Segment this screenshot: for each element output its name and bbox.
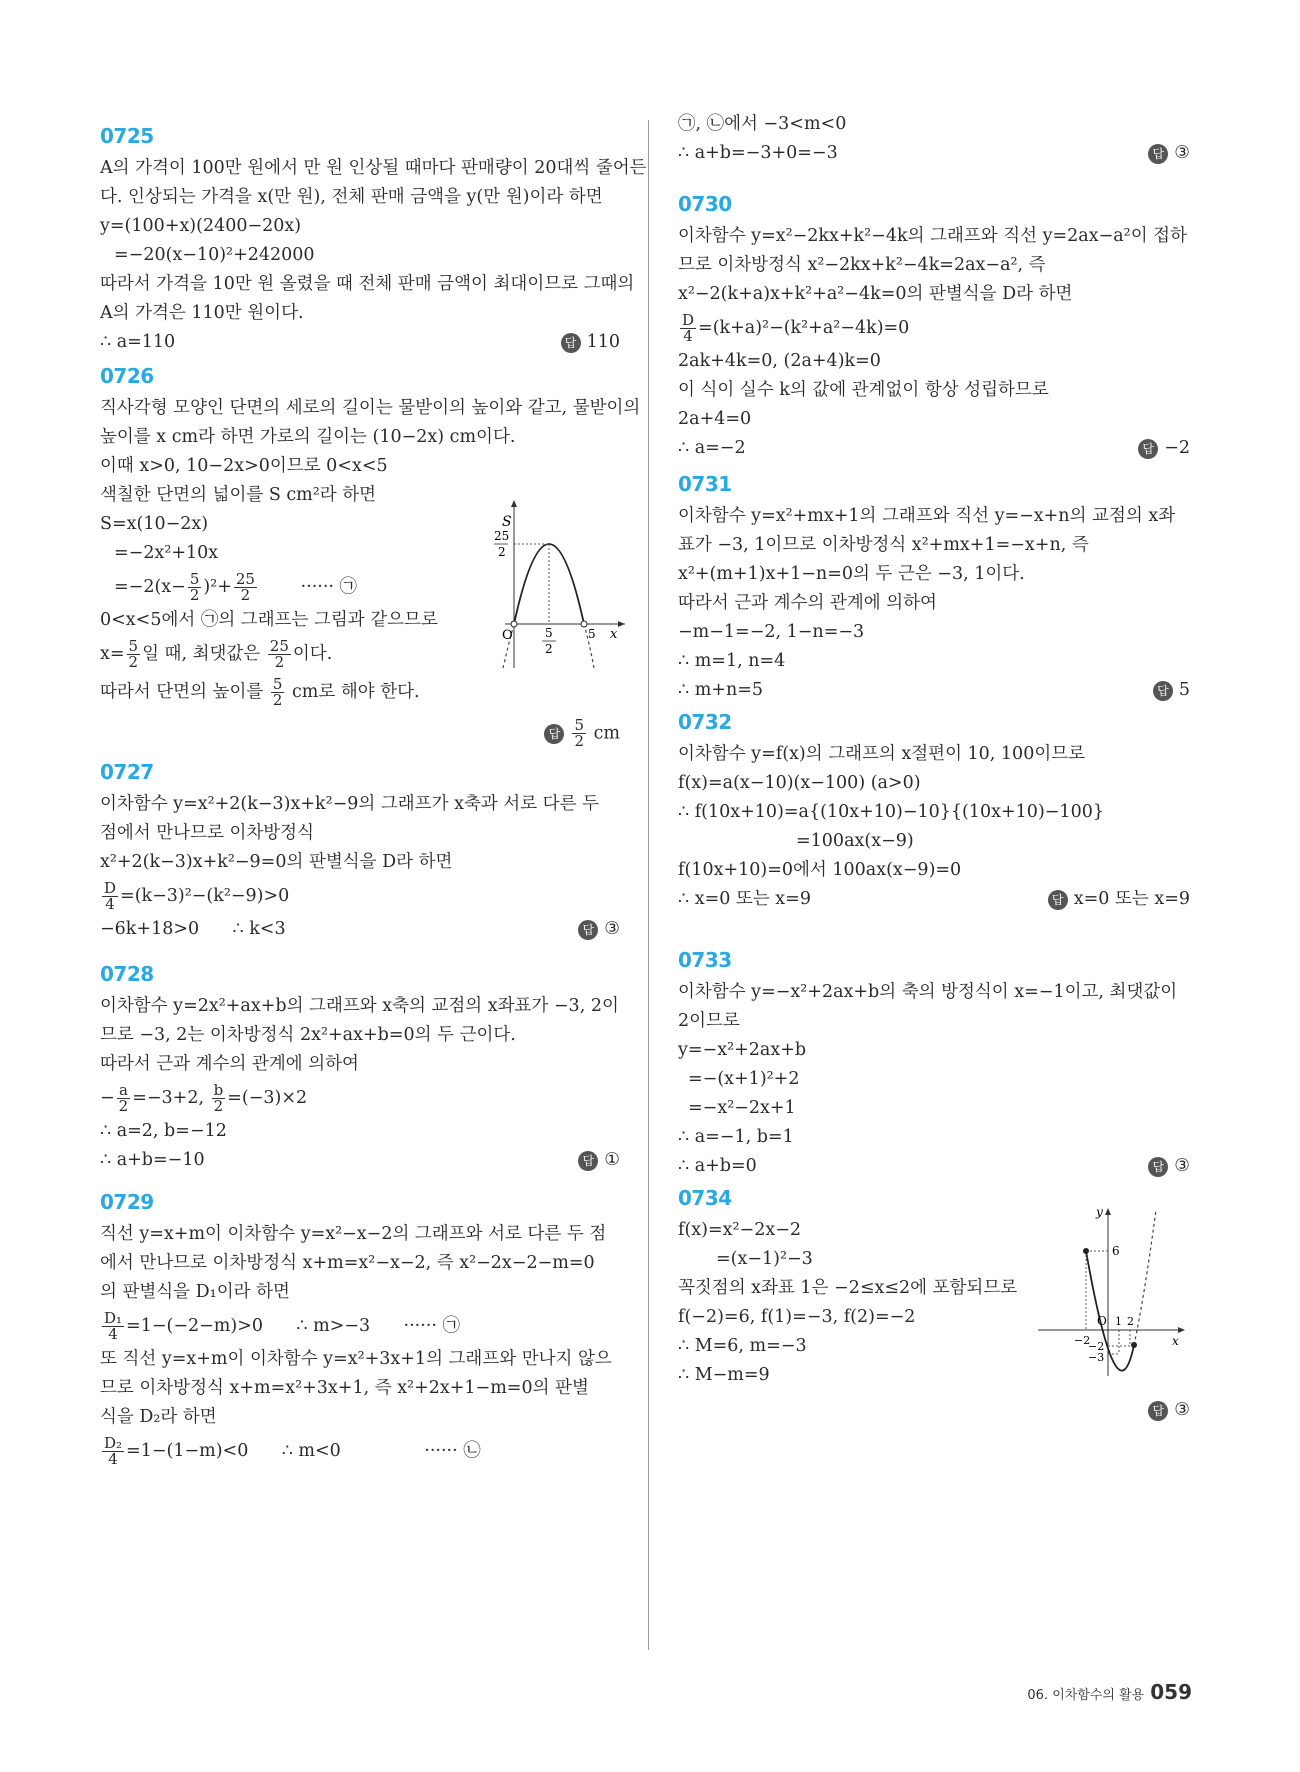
tick-label: 2 [498, 545, 506, 559]
fraction [572, 718, 586, 749]
denominator: 4 [102, 1451, 124, 1467]
answer [1138, 434, 1190, 463]
problem-number: 0732 [678, 710, 732, 734]
solution-line: 점에서 만나므로 이차방정식 [100, 823, 314, 843]
answer-value: ③ [1174, 1156, 1190, 1176]
solution-line: f(10x+10)=0에서 100ax(x−9)=0 [678, 860, 962, 880]
solution-line: −m−1=−2, 1−n=−3 [678, 622, 865, 642]
solution-line: 높이를 x cm라 하면 가로의 길이는 (10−2x) cm이다. [100, 427, 516, 447]
solution-line: 직사각형 모양인 단면의 세로의 길이는 물받이의 높이와 같고, 물받이의 [100, 398, 641, 418]
fraction [271, 677, 285, 708]
fraction [127, 639, 141, 670]
solution-line: 따라서 근과 계수의 관계에 의하여 [100, 1054, 359, 1074]
denominator: 2 [118, 1097, 129, 1115]
tick-label: 2 [1127, 1315, 1134, 1328]
denominator: 2 [212, 1098, 226, 1114]
problem-number: 0727 [100, 760, 154, 784]
conclusion-text: ∴ a+b=−10 [100, 1150, 205, 1170]
answer-value: ③ [604, 919, 620, 939]
solution-line: 2ak+4k=0, (2a+4)k=0 [678, 351, 881, 371]
fraction [680, 313, 696, 344]
answer [544, 711, 620, 756]
origin-label: O [1097, 1314, 1107, 1328]
answer [1148, 1152, 1190, 1181]
numerator: b [213, 1081, 224, 1099]
solution-line: 이때 x>0, 10−2x>0이므로 0<x<5 [100, 456, 388, 476]
tick-label: 6 [1112, 1244, 1120, 1258]
solution-line: A의 가격은 110만 원이다. [100, 303, 304, 323]
solution-line: 2이므로 [678, 1011, 740, 1031]
answer-value: ③ [1174, 1400, 1190, 1420]
solution-line: 이차함수 y=x²+2(k−3)x+k²−9의 그래프가 x축과 서로 다른 두 [100, 794, 599, 814]
math-text: 따라서 단면의 높이를 [100, 682, 264, 702]
answer [561, 328, 620, 357]
solution-line: 이차함수 y=2x²+ax+b의 그래프와 x축의 교점의 x좌표가 −3, 2이 [100, 996, 619, 1016]
answer-badge-icon: 답 [1148, 1401, 1168, 1421]
x-axis-label: x [610, 627, 618, 642]
endpoint-dot [1083, 1248, 1089, 1254]
problem-number: 0729 [100, 1190, 154, 1214]
conclusion-text: ∴ a+b=0 [678, 1156, 757, 1176]
y-axis-arrow-icon [1105, 1208, 1111, 1215]
tick-label: −2 [1088, 1340, 1105, 1353]
answer-value: ① [604, 1150, 620, 1170]
denominator: 4 [680, 328, 696, 344]
solution-line: 이차함수 y=x²+mx+1의 그래프와 직선 y=−x+n의 교점의 x좌 [678, 506, 1176, 526]
tick-label: −2 [1074, 1334, 1091, 1347]
math-text: =(−3)×2 [227, 1088, 308, 1108]
numerator: 5 [189, 570, 200, 588]
x-axis-arrow-icon [1178, 1327, 1185, 1333]
page-number: 059 [1150, 1680, 1192, 1704]
solution-line [100, 673, 620, 711]
numerator: D [104, 879, 117, 897]
solution-line: x²+2(k−3)x+k²−9=0의 판별식을 D라 하면 [100, 852, 453, 872]
solution-line: ∴ m=1, n=4 [678, 651, 786, 671]
tick-label: 25 [494, 529, 510, 543]
fraction [268, 639, 291, 670]
open-point [581, 621, 587, 627]
conclusion-text: ∴ a+b=−3+0=−3 [678, 143, 838, 163]
solution-line [100, 711, 620, 755]
fraction [102, 1436, 124, 1467]
solution-line [678, 885, 1190, 914]
answer-value: 110 [586, 332, 620, 352]
math-text: =1−(−2−m)>0 ∴ m>−3 ······ ㉠ [126, 1316, 460, 1336]
endpoint-dot [1131, 1342, 1137, 1348]
solution-line: 0<x<5에서 ㉠의 그래프는 그림과 같으므로 [100, 610, 438, 630]
tick-label: 1 [1115, 1315, 1122, 1328]
solution-line: A의 가격이 100만 원에서 만 원 인상될 때마다 판매량이 20대씩 줄어든 [100, 158, 647, 178]
tick-label: 2 [545, 642, 553, 656]
numerator: 5 [574, 716, 585, 734]
denominator: 2 [272, 691, 283, 709]
solution-line: 이 식이 실수 k의 값에 관계없이 항상 성립하므로 [678, 380, 1049, 400]
problem-number: 0728 [100, 962, 154, 986]
answer-badge-icon: 답 [1048, 890, 1068, 910]
problem-0729 [100, 1190, 620, 1470]
answer [1148, 139, 1190, 168]
fraction [188, 572, 202, 603]
denominator: 2 [128, 653, 139, 671]
answer-value: −2 [1164, 438, 1190, 458]
problem-0734 [678, 1186, 1190, 1425]
solution-line: =−x²−2x+1 [688, 1098, 796, 1118]
denominator: 2 [574, 732, 585, 750]
solution-line: 식을 D₂라 하면 [100, 1407, 217, 1427]
parabola-graph-0734 [1038, 1204, 1188, 1379]
solution-line: =(x−1)²−3 [716, 1249, 813, 1269]
denominator: 2 [189, 586, 200, 604]
x-axis-arrow-icon [618, 621, 625, 627]
solution-line [678, 139, 1190, 168]
solution-line: =100ax(x−9) [796, 831, 914, 851]
problem-0727 [100, 760, 620, 944]
problem-number: 0725 [100, 124, 154, 148]
numerator: a [118, 1081, 128, 1099]
numerator: D₁ [104, 1309, 123, 1327]
solution-line [678, 309, 1190, 347]
conclusion-text: ∴ x=0 또는 x=9 [678, 889, 811, 909]
answer-value: ③ [1174, 143, 1190, 163]
math-text: x= [100, 644, 125, 664]
problem-number: 0731 [678, 472, 732, 496]
solution-line [100, 915, 620, 944]
solution-line: y=−x²+2ax+b [678, 1040, 807, 1060]
answer-unit: cm [593, 723, 620, 744]
solution-line: y=(100+x)(2400−20x) [100, 216, 302, 236]
y-axis-label: y [1096, 1205, 1103, 1219]
math-text: =1−(1−m)<0 ∴ m<0 ······ ㉡ [126, 1441, 481, 1461]
solution-line [678, 434, 1190, 463]
solution-line: 의 판별식을 D₁이라 하면 [100, 1282, 290, 1302]
answer [578, 915, 620, 944]
solution-line: 표가 −3, 1이므로 이차방정식 x²+mx+1=−x+n, 즉 [678, 535, 1089, 555]
answer-badge-icon: 답 [1148, 1157, 1168, 1177]
solution-line [678, 1396, 1190, 1425]
conclusion-text: ∴ a=−2 [678, 438, 746, 458]
solution-line: 직선 y=x+m이 이차함수 y=x²−x−2의 그래프와 서로 다른 두 점 [100, 1224, 607, 1244]
fraction [102, 881, 118, 912]
solution-line: ∴ a=−1, b=1 [678, 1127, 794, 1147]
solution-line: 꼭짓점의 x좌표 1은 −2≤x≤2에 포함되므로 [678, 1278, 1018, 1298]
solution-line [100, 1432, 620, 1470]
solution-line: ㉠, ㉡에서 −3<m<0 [678, 114, 847, 134]
answer-badge-icon: 답 [1148, 144, 1168, 164]
solution-line [100, 1146, 620, 1175]
problem-0733 [678, 948, 1190, 1181]
answer-badge-icon: 답 [578, 1151, 598, 1171]
y-axis-label: S [502, 514, 512, 530]
solution-line [100, 1079, 620, 1117]
column-divider [648, 120, 649, 1650]
math-text: =−2(x− [114, 577, 186, 597]
open-point [511, 621, 517, 627]
answer [1153, 676, 1190, 705]
solution-line: 따라서 근과 계수의 관계에 의하여 [678, 593, 937, 613]
answer-value: x=0 또는 x=9 [1073, 889, 1190, 909]
math-text: =−3+2, [132, 1088, 210, 1108]
problem-0728 [100, 962, 620, 1175]
solution-line [100, 1307, 620, 1345]
solution-line: ∴ f(10x+10)=a{(10x+10)−10}{(10x+10)−100} [678, 802, 1104, 822]
numerator: 5 [128, 637, 139, 655]
solution-line [100, 877, 620, 915]
equation-tag: ······ ㉠ [300, 577, 358, 597]
solution-line: 므로 −3, 2는 이차방정식 2x²+ax+b=0의 두 근이다. [100, 1025, 516, 1045]
problem-0732 [678, 710, 1190, 914]
answer-badge-icon: 답 [561, 333, 581, 353]
numerator: 25 [269, 637, 289, 655]
problem-0725 [100, 124, 647, 357]
fraction [117, 1083, 131, 1114]
solution-line: f(−2)=6, f(1)=−3, f(2)=−2 [678, 1307, 916, 1327]
solution-line: 에서 만나므로 이차방정식 x+m=x²−x−2, 즉 x²−2x−2−m=0 [100, 1253, 595, 1273]
denominator: 4 [102, 896, 118, 912]
solution-line: =−20(x−10)²+242000 [114, 245, 315, 265]
problem-number: 0734 [678, 1186, 732, 1210]
tick-label: −3 [1088, 1351, 1105, 1364]
page-footer [1027, 1680, 1192, 1704]
math-text: − [100, 1088, 115, 1108]
math-text: )²+ [203, 577, 232, 597]
denominator: 4 [102, 1326, 124, 1342]
answer-value: 5 [1178, 680, 1190, 700]
solution-line: 이차함수 y=f(x)의 그래프의 x절편이 10, 100이므로 [678, 744, 1086, 764]
numerator: 25 [235, 570, 255, 588]
answer [1148, 1396, 1190, 1425]
origin-label: O [502, 628, 513, 643]
answer-badge-icon: 답 [578, 920, 598, 940]
solution-line [678, 676, 1190, 705]
math-text: 이다. [292, 644, 333, 664]
solution-line [100, 328, 620, 357]
math-text: =(k+a)²−(k²+a²−4k)=0 [698, 318, 910, 338]
answer [578, 1146, 620, 1175]
math-text: 일 때, 최댓값은 [142, 644, 261, 664]
solution-line: 이차함수 y=x²−2kx+k²−4k의 그래프와 직선 y=2ax−a²이 접하 [678, 226, 1187, 246]
fraction [212, 1083, 226, 1114]
solution-line: S=x(10−2x) [100, 514, 209, 534]
problem-number: 0730 [678, 192, 732, 216]
solution-line: 2a+4=0 [678, 409, 752, 429]
math-text: =(k−3)²−(k²−9)>0 [120, 886, 290, 906]
x-axis-label: x [1172, 1334, 1179, 1348]
solution-line: f(x)=a(x−10)(x−100) (a>0) [678, 773, 921, 793]
problem-0730 [678, 192, 1190, 463]
problem-number: 0733 [678, 948, 732, 972]
fraction [234, 572, 257, 603]
solution-line: 색칠한 단면의 넓이를 S cm²라 하면 [100, 485, 377, 505]
conclusion-text: −6k+18>0 ∴ k<3 [100, 919, 286, 939]
answer-badge-icon: 답 [1138, 439, 1158, 459]
parabola-dashed [1134, 1210, 1156, 1345]
problem-0729-continued [678, 110, 1190, 168]
problem-0731 [678, 472, 1190, 705]
denominator: 2 [234, 587, 257, 603]
solution-line: ∴ a=2, b=−12 [100, 1121, 227, 1141]
conclusion-text: ∴ m+n=5 [678, 680, 764, 700]
conclusion-text: ∴ a=110 [100, 332, 176, 352]
solution-line: 므로 이차방정식 x+m=x²+3x+1, 즉 x²+2x+1−m=0의 판별 [100, 1378, 589, 1398]
answer [1048, 885, 1190, 914]
fraction [102, 1311, 124, 1342]
numerator: D₂ [104, 1434, 123, 1452]
answer-badge-icon: 답 [544, 724, 564, 744]
problem-0726 [100, 364, 641, 755]
solution-line: f(x)=x²−2x−2 [678, 1220, 802, 1240]
problem-number: 0726 [100, 364, 154, 388]
math-text: cm로 해야 한다. [291, 682, 420, 702]
solution-line: 또 직선 y=x+m이 이차함수 y=x²+3x+1의 그래프와 만나지 않으 [100, 1349, 612, 1369]
solution-line: ∴ M−m=9 [678, 1365, 770, 1385]
solution-line: 따라서 가격을 10만 원 올렸을 때 전체 판매 금액이 최대이므로 그때의 [100, 274, 635, 294]
tick-label: 5 [545, 626, 553, 640]
solution-line: 이차함수 y=−x²+2ax+b의 축의 방정식이 x=−1이고, 최댓값이 [678, 982, 1178, 1002]
solution-line: =−(x+1)²+2 [688, 1069, 800, 1089]
chapter-title: 06. 이차함수의 활용 [1027, 1688, 1145, 1703]
solution-line: ∴ M=6, m=−3 [678, 1336, 807, 1356]
numerator: D [682, 311, 695, 329]
solution-line [678, 1152, 1190, 1181]
y-axis-arrow-icon [511, 500, 517, 507]
denominator: 2 [268, 654, 291, 670]
solution-line: =−2x²+10x [114, 543, 219, 563]
answer-badge-icon: 답 [1153, 681, 1173, 701]
solution-line: x²−2(k+a)x+k²+a²−4k=0의 판별식을 D라 하면 [678, 284, 1073, 304]
solution-line: 므로 이차방정식 x²−2kx+k²−4k=2ax−a², 즉 [678, 255, 1046, 275]
solution-line: 다. 인상되는 가격을 x(만 원), 전체 판매 금액을 y(만 원)이라 하면 [100, 187, 603, 207]
tick-label: 5 [588, 627, 596, 641]
parabola-graph-0726 [494, 496, 630, 671]
numerator: 5 [272, 675, 283, 693]
solution-line: x²+(m+1)x+1−n=0의 두 근은 −3, 1이다. [678, 564, 1025, 584]
